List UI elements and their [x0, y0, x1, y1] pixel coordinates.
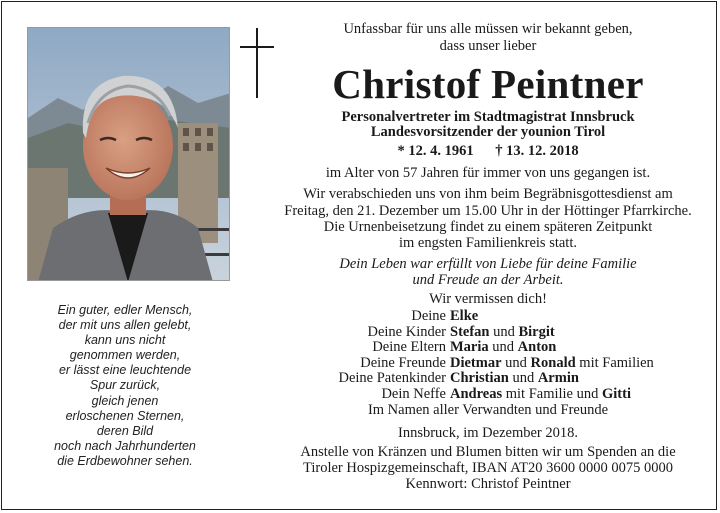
family-row: [280, 308, 720, 324]
poem: [20, 303, 230, 469]
family-connector: und: [488, 339, 518, 356]
family-member-name: Armin: [537, 370, 579, 387]
poem-line: der mit uns allen gelebt,: [58, 318, 192, 333]
family-member-name: Ronald: [530, 354, 576, 371]
birth-date: * 12. 4. 1961: [397, 143, 474, 159]
intro-line-2: dass unser lieber: [439, 38, 537, 54]
tribute-line-2: und Freude an der Arbeit.: [412, 272, 564, 288]
poem-line: Spur zurück,: [89, 378, 161, 393]
donation-line-2: Tiroler Hospizgemeinschaft, IBAN AT20 3600 0000 0075 0000: [303, 460, 673, 476]
poem-line: erloschenen Sternen,: [65, 408, 185, 423]
role-1: Personalvertreter im Stadtmagistrat Innsbruck: [341, 109, 635, 125]
family-member-name: Elke: [450, 308, 479, 324]
family-names: [450, 386, 631, 402]
family-member-name: Birgit: [518, 323, 555, 340]
deceased-name: Christof Peintner: [332, 61, 644, 107]
funeral-line-1: Wir verabschieden uns von ihm beim Begräbnisgottesdienst am: [303, 186, 673, 202]
family-names: [450, 370, 579, 386]
role-2: Landesvorsitzender der younion Tirol: [370, 124, 606, 140]
family-connector: mit Familie und: [502, 386, 602, 402]
family-connector: mit Familien: [575, 354, 654, 371]
family-row: [280, 370, 720, 386]
funeral-line-3: Die Urnenbeisetzung findet zu einem späteren Zeitpunkt: [323, 219, 653, 235]
family-member-name: Gitti: [602, 386, 631, 402]
death-date: † 13. 12. 2018: [495, 143, 579, 159]
family-member-name: Christian: [450, 370, 509, 387]
donation-line-1: Anstelle von Kränzen und Blumen bitten wir um Spenden an die: [300, 444, 676, 460]
family-relation: Deine Kinder: [367, 323, 446, 340]
family-names: [450, 308, 478, 324]
relatives-line: Im Namen aller Verwandten und Freunde: [367, 402, 609, 418]
cross-icon: [240, 28, 274, 98]
poem-line: genommen werden,: [69, 348, 181, 363]
family-relation: Deine Patenkinder: [338, 370, 446, 387]
poem-line: Ein guter, edler Mensch,: [57, 303, 193, 317]
family-names: [450, 339, 556, 355]
family-relation: Dein Neffe: [381, 386, 446, 402]
poem-line: die Erdbewohner sehen.: [57, 453, 193, 468]
family-names: [450, 324, 555, 340]
portrait-photo: [27, 27, 230, 281]
tribute-line-1: Dein Leben war erfüllt von Liebe für deine Familie: [339, 256, 637, 272]
poem-line: er lässt eine leuchtende: [58, 363, 192, 378]
family-connector: und: [508, 370, 538, 387]
poem-line: gleich jenen: [91, 393, 159, 408]
family-row: [280, 355, 720, 371]
place-date: Innsbruck, im Dezember 2018.: [398, 425, 578, 441]
family-relation: Deine Eltern: [372, 339, 446, 356]
family-relation: Deine Freunde: [360, 354, 446, 371]
family-names: [450, 355, 654, 371]
age-line: im Alter von 57 Jahren für immer von uns gegangen ist.: [325, 165, 651, 181]
funeral-line-2: Freitag, den 21. Dezember um 15.00 Uhr in der Höttinger Pfarrkirche.: [284, 203, 692, 219]
family-member-name: Anton: [517, 339, 557, 356]
funeral-line-4: im engsten Familienkreis statt.: [398, 235, 577, 251]
family-connector: und: [501, 354, 531, 371]
poem-line: deren Bild: [96, 423, 154, 438]
family-member-name: Stefan: [450, 323, 490, 340]
family-relation: Deine: [411, 308, 446, 324]
intro-line-1: Unfassbar für uns alle müssen wir bekannt geben,: [343, 21, 633, 37]
family-member-name: Dietmar: [450, 354, 502, 371]
poem-line: kann uns nicht: [84, 333, 166, 348]
donation-line-3: Kennwort: Christof Peintner: [405, 476, 571, 492]
poem-line: noch nach Jahrhunderten: [54, 438, 196, 453]
family-row: [280, 386, 720, 402]
miss-line: Wir vermissen dich!: [429, 291, 547, 307]
family-member-name: Andreas: [450, 386, 503, 402]
life-dates: [280, 143, 696, 160]
family-row: [280, 324, 720, 340]
family-row: [280, 339, 720, 355]
family-connector: und: [489, 323, 519, 340]
family-member-name: Maria: [450, 339, 489, 356]
